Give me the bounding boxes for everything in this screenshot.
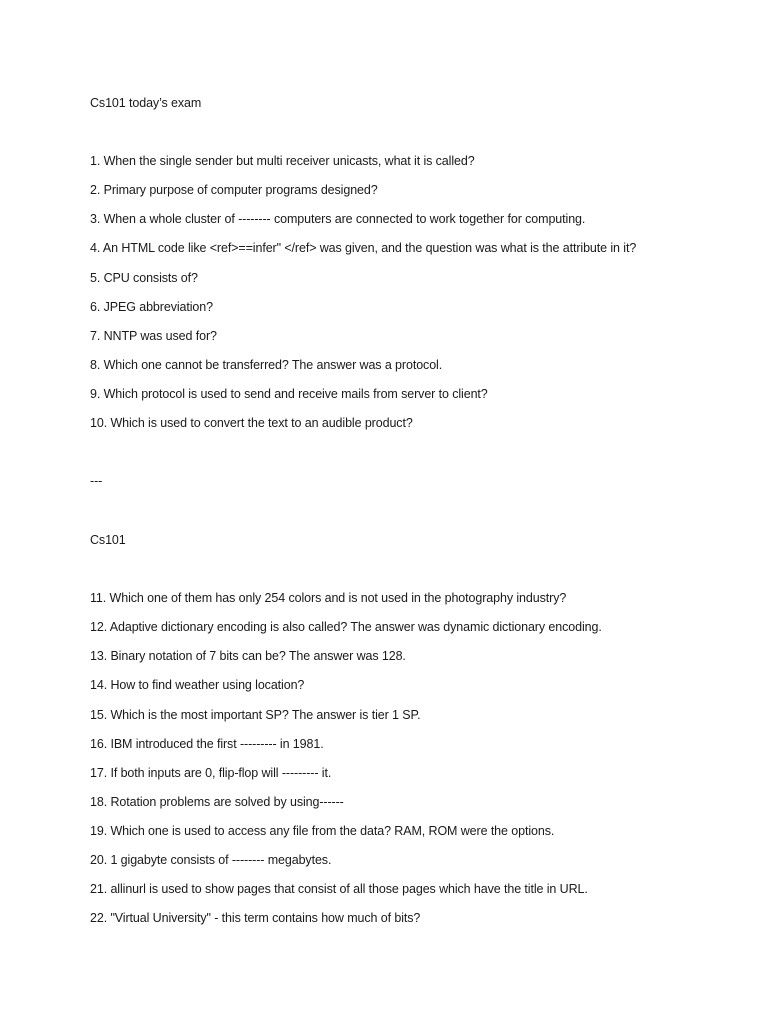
question-item: 5. CPU consists of? [90, 271, 198, 285]
section-heading: Cs101 [90, 533, 126, 547]
question-item: 14. How to find weather using location? [90, 678, 305, 692]
question-item: 1. When the single sender but multi receiver unicasts, what it is called? [90, 154, 475, 168]
question-item: 9. Which protocol is used to send and receive mails from server to client? [90, 387, 488, 401]
section-separator: --- [90, 474, 103, 488]
question-item: 22. "Virtual University" - this term contains how much of bits? [90, 911, 421, 925]
question-item: 8. Which one cannot be transferred? The answer was a protocol. [90, 358, 443, 372]
question-item: 15. Which is the most important SP? The answer is tier 1 SP. [90, 708, 421, 722]
question-item: 20. 1 gigabyte consists of -------- megabytes. [90, 853, 332, 867]
question-item: 2. Primary purpose of computer programs designed? [90, 183, 378, 197]
question-item: 16. IBM introduced the first --------- in 1981. [90, 737, 324, 751]
question-item: 7. NNTP was used for? [90, 329, 217, 343]
question-item: 21. allinurl is used to show pages that consist of all those pages which have the title in URL. [90, 882, 588, 896]
question-item: 19. Which one is used to access any file from the data? RAM, ROM were the options. [90, 824, 555, 838]
section-heading: Cs101 today’s exam [90, 96, 202, 110]
question-item: 17. If both inputs are 0, flip-flop will --------- it. [90, 766, 332, 780]
question-item: 11. Which one of them has only 254 colors and is not used in the photography industry? [90, 591, 567, 605]
question-item: 18. Rotation problems are solved by using------ [90, 795, 344, 809]
question-item: 13. Binary notation of 7 bits can be? The answer was 128. [90, 649, 406, 663]
question-item: 10. Which is used to convert the text to an audible product? [90, 416, 413, 430]
question-item: 12. Adaptive dictionary encoding is also called? The answer was dynamic dictionary encoding. [90, 620, 602, 634]
question-item: 6. JPEG abbreviation? [90, 300, 213, 314]
question-item: 4. An HTML code like <ref>==infer" </ref> was given, and the question was what is the attribute in it? [90, 241, 637, 255]
question-item: 3. When a whole cluster of -------- computers are connected to work together for computing. [90, 212, 586, 226]
